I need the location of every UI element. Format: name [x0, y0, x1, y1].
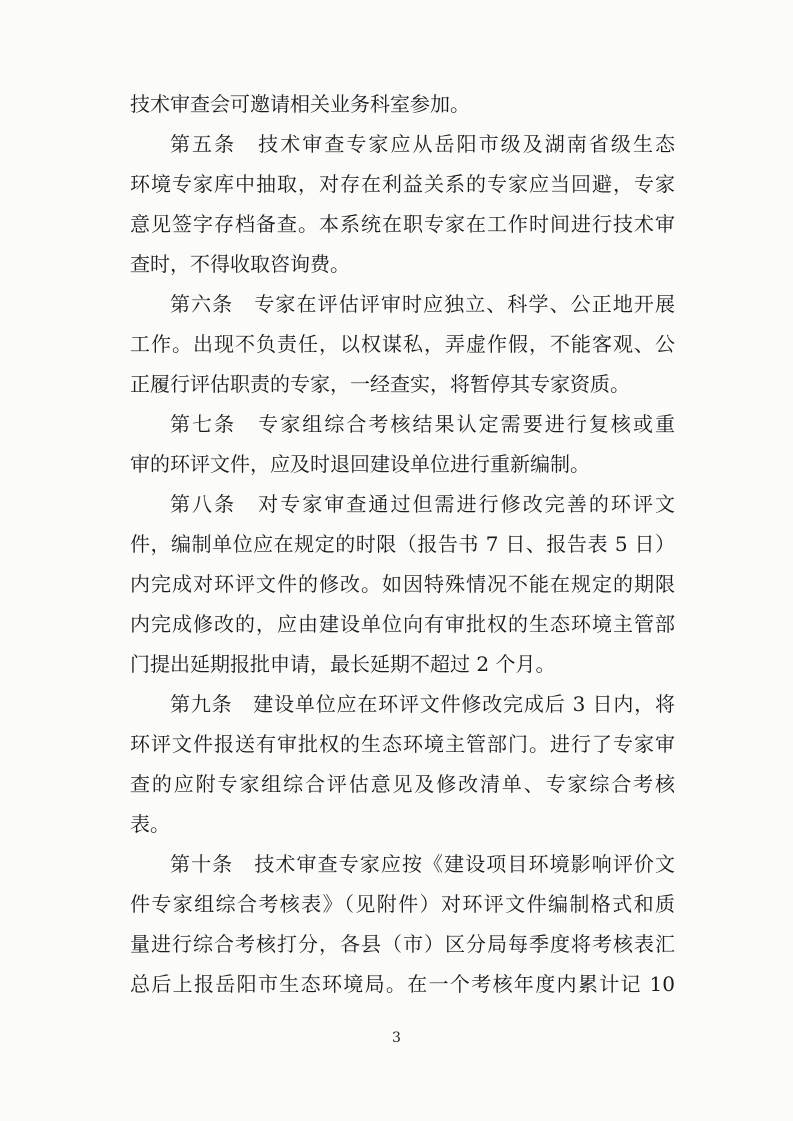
text-line: 表。	[130, 812, 170, 836]
text-line: 内完成修改的，应由建设单位向有审批权的生态环境主管部	[130, 612, 675, 636]
paragraph-first-line: 第八条 对专家审查通过但需进行修改完善的环评文	[170, 492, 675, 516]
paragraph-first-line: 第九条 建设单位应在环评文件修改完成后 3 日内，将	[170, 692, 675, 716]
paragraph-first-line: 第五条 技术审查专家应从岳阳市级及湖南省级生态	[170, 132, 675, 156]
paragraph-first-line: 第六条 专家在评估评审时应独立、科学、公正地开展	[170, 292, 675, 316]
text-line: 环评文件报送有审批权的生态环境主管部门。进行了专家审	[130, 732, 675, 756]
paragraph-first-line: 第十条 技术审查专家应按《建设项目环境影响评价文	[170, 852, 675, 876]
text-line: 内完成对环评文件的修改。如因特殊情况不能在规定的期限	[130, 572, 675, 596]
text-line: 门提出延期报批申请，最长延期不超过 2 个月。	[130, 652, 556, 676]
text-line: 量进行综合考核打分，各县（市）区分局每季度将考核表汇	[130, 932, 675, 956]
text-line: 环境专家库中抽取，对存在利益关系的专家应当回避，专家	[130, 172, 675, 196]
document-body	[130, 84, 675, 1004]
text-line: 件，编制单位应在规定的时限（报告书 7 日、报告表 5 日）	[130, 532, 675, 556]
text-line: 审的环评文件，应及时退回建设单位进行重新编制。	[130, 452, 590, 476]
paragraph-first-line: 第七条 专家组综合考核结果认定需要进行复核或重	[170, 412, 675, 436]
text-line: 查的应附专家组综合评估意见及修改清单、专家综合考核	[130, 772, 675, 796]
text-line: 技术审查会可邀请相关业务科室参加。	[130, 92, 470, 116]
text-line: 意见签字存档备查。本系统在职专家在工作时间进行技术审	[130, 212, 675, 236]
text-line: 件专家组综合考核表》（见附件）对环评文件编制格式和质	[130, 892, 675, 916]
text-line: 工作。出现不负责任，以权谋私，弄虚作假，不能客观、公	[130, 332, 675, 356]
text-line: 总后上报岳阳市生态环境局。在一个考核年度内累计记 10	[130, 972, 675, 996]
text-line: 查时，不得收取咨询费。	[130, 252, 350, 276]
text-line: 正履行评估职责的专家，一经查实，将暂停其专家资质。	[130, 372, 630, 396]
page-number: 3	[392, 1030, 401, 1046]
